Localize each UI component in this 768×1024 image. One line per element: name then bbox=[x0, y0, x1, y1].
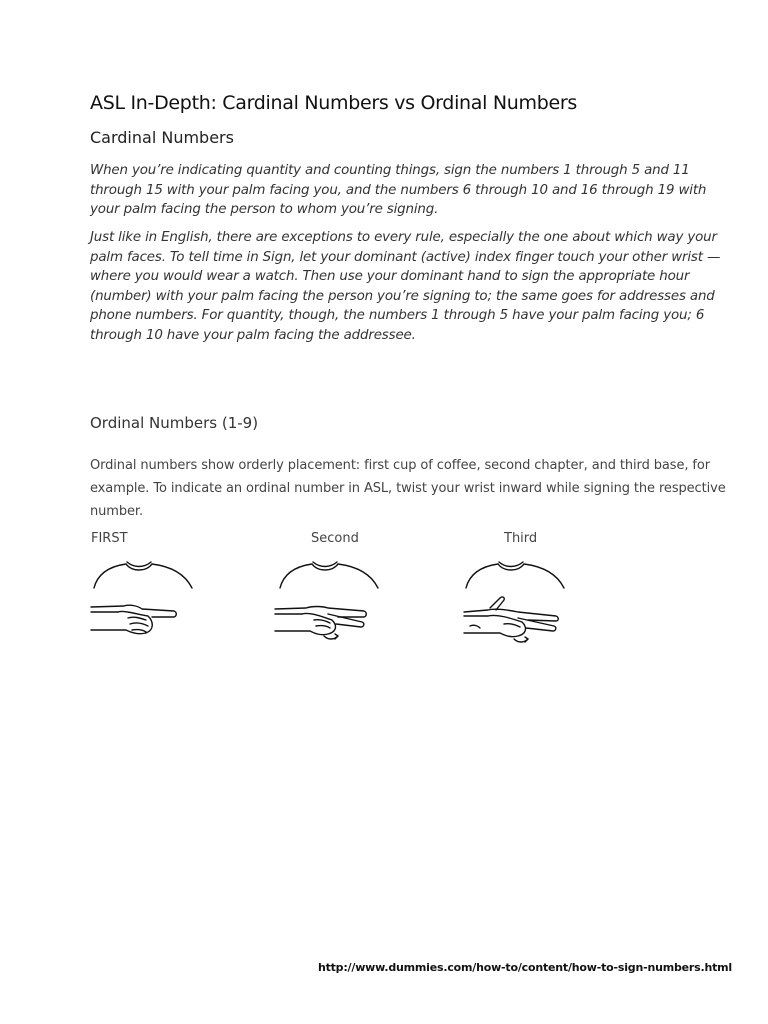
sign-label-first: FIRST bbox=[91, 531, 128, 546]
cardinal-paragraph-2: Just like in English, there are exceptions to every rule, especially the one about which way your palm faces. To tell time in Sign, let your dominant (active) index finger touch your other wrist — where you would wear a watch. Then use your dominant hand to sign the appropriate hour (number) with your palm facing the person you’re signing to; the same goes for addresses and phone numbers. For quantity, though, the numbers 1 through 5 have your palm facing you; 6 through 10 have your palm facing the addressee. bbox=[90, 230, 721, 343]
sign-label-third: Third bbox=[504, 531, 538, 546]
second-sign-illustration bbox=[272, 556, 382, 646]
source-url: http://www.dummies.com/how-to/content/how-to-sign-numbers.html bbox=[317, 961, 732, 974]
cardinal-heading: Cardinal Numbers bbox=[90, 128, 234, 147]
sign-label-second: Second bbox=[311, 531, 359, 546]
first-sign-illustration bbox=[88, 556, 198, 646]
ordinal-paragraph: Ordinal numbers show orderly placement: first cup of coffee, second chapter, and third base, for example. To indicate an ordinal number in ASL, twist your wrist inward while signing the respective number. bbox=[90, 458, 726, 519]
page-title: ASL In-Depth: Cardinal Numbers vs Ordinal Numbers bbox=[90, 92, 577, 114]
ordinal-heading: Ordinal Numbers (1-9) bbox=[90, 414, 259, 432]
third-sign-illustration bbox=[460, 556, 580, 646]
cardinal-paragraph-1: When you’re indicating quantity and counting things, sign the numbers 1 through 5 and 11 through 15 with your palm facing you, and the numbers 6 through 10 and 16 through 19 with your palm facing the person to whom you’re signing. bbox=[90, 163, 707, 217]
